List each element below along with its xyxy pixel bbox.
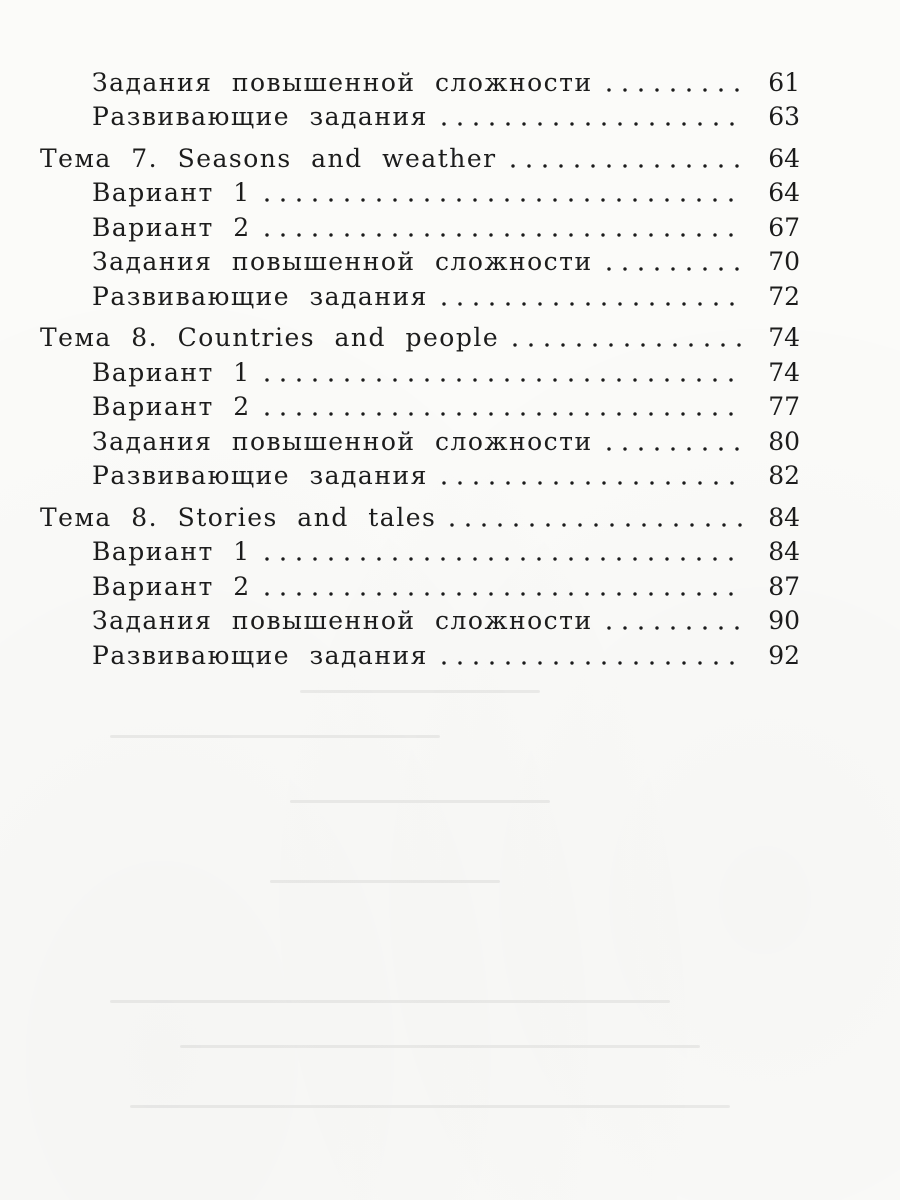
toc-leader-dots: [259, 362, 744, 387]
toc-entry-label: Вариант 2: [92, 571, 251, 601]
toc-entry-label: Задания повышенной сложности: [92, 247, 593, 276]
toc-entry: [40, 173, 800, 208]
show-through-mark: [270, 880, 500, 883]
toc-entry-label: Развивающие задания: [92, 281, 428, 311]
toc-leader-dots: [436, 286, 744, 311]
toc-page-number: 74: [768, 323, 800, 352]
toc-entry-label: Вариант 2: [92, 392, 251, 421]
toc-entry: [40, 601, 800, 636]
toc-entry-label: Развивающие задания: [92, 461, 428, 490]
toc-leader-dots: [259, 576, 744, 601]
toc-leader-dots: [259, 396, 744, 421]
toc-entry-label: Вариант 1: [92, 178, 251, 207]
toc-page-number: 84: [768, 502, 800, 532]
toc-entry-label: Вариант 1: [92, 537, 251, 566]
toc-entry: [40, 352, 800, 387]
toc-page-number: 64: [768, 178, 800, 207]
show-through-mark: [300, 690, 540, 693]
show-through-mark: [290, 800, 550, 803]
toc-leader-dots: [601, 610, 744, 635]
toc-entry: [40, 566, 800, 601]
toc-entry: [40, 456, 800, 491]
toc-leader-dots: [444, 507, 744, 532]
toc-page-number: 87: [768, 571, 800, 601]
toc-entry: [40, 62, 800, 97]
toc-entry-label: Вариант 1: [92, 357, 251, 387]
toc-leader-dots: [601, 251, 744, 276]
toc-page-number: 74: [768, 357, 800, 387]
toc-leader-dots: [259, 541, 744, 566]
toc-page-number: 92: [768, 640, 800, 670]
toc-entry: [40, 97, 800, 132]
toc-leader-dots: [259, 182, 744, 207]
toc-page-number: 90: [768, 606, 800, 635]
toc-leader-dots: [505, 148, 744, 173]
toc-entry-label: Развивающие задания: [92, 640, 428, 670]
toc-topic-heading: [40, 496, 800, 532]
toc-leader-dots: [259, 217, 744, 242]
toc-leader-dots: [601, 72, 744, 97]
toc-leader-dots: [507, 327, 744, 352]
toc-page-number: 82: [768, 461, 800, 490]
toc-leader-dots: [436, 645, 744, 670]
toc-page-number: 67: [768, 212, 800, 242]
show-through-mark: [180, 1045, 700, 1048]
toc-entry: [40, 532, 800, 567]
toc-page-number: 70: [768, 247, 800, 276]
toc-topic-heading: [40, 137, 800, 173]
toc-topic-label: Тема 8. Countries and people: [40, 323, 500, 352]
toc-page-number: 80: [768, 426, 800, 456]
toc-entry-label: Задания повышенной сложности: [92, 67, 593, 97]
toc-page-number: 61: [768, 67, 800, 97]
show-through-mark: [130, 1105, 730, 1108]
toc-topic-heading: [40, 317, 800, 353]
toc-topic-label: Тема 7. Seasons and weather: [40, 143, 497, 173]
toc-leader-dots: [436, 465, 744, 490]
toc-entry: [40, 242, 800, 277]
toc-entry: [40, 207, 800, 242]
toc-leader-dots: [601, 431, 744, 456]
show-through-mark: [110, 735, 440, 738]
toc-entry: [40, 387, 800, 422]
toc-entry-label: Вариант 2: [92, 212, 251, 242]
toc-page-number: 77: [768, 392, 800, 421]
toc-entry-label: Задания повышенной сложности: [92, 606, 593, 635]
toc-page-number: 64: [768, 143, 800, 173]
toc-topic-label: Тема 8. Stories and tales: [40, 502, 437, 532]
toc-entry: [40, 276, 800, 311]
toc-entry: [40, 635, 800, 670]
show-through-mark: [110, 1000, 670, 1003]
toc-entry: [40, 421, 800, 456]
toc-page-number: 84: [768, 537, 800, 566]
toc-entry-label: Задания повышенной сложности: [92, 426, 593, 456]
toc-page-number: 72: [768, 281, 800, 311]
toc-entry-label: Развивающие задания: [92, 102, 428, 131]
toc-leader-dots: [436, 106, 744, 131]
toc-page-number: 63: [768, 102, 800, 131]
table-of-contents: [40, 62, 800, 670]
